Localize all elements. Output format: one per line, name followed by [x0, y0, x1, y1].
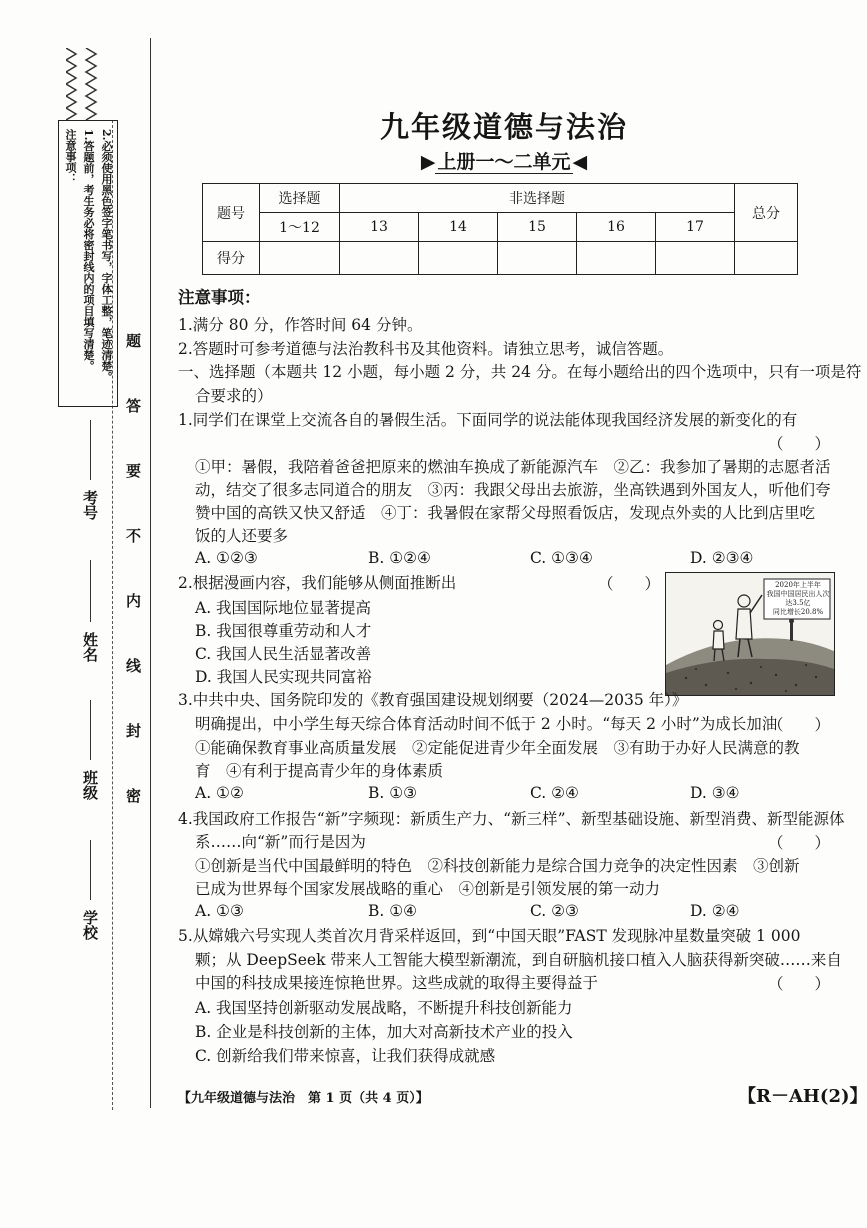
q3-option-d[interactable]: D. ③④ — [690, 784, 740, 802]
score-input-q17[interactable] — [656, 242, 735, 275]
field-line-school[interactable] — [90, 840, 91, 900]
seal-char-1: 题 — [126, 332, 142, 350]
q1-option-a[interactable]: A. ①②③ — [195, 549, 258, 567]
label-class: 班级 — [81, 770, 99, 800]
cartoon-caption-line-3: 达3.5亿 — [785, 599, 811, 607]
score-input-choice[interactable] — [260, 242, 340, 275]
cartoon-caption-line-1: 2020年上半年 — [775, 581, 821, 589]
q3-body-1: ①能确保教育事业高质量发展 ②定能促进青少年全面发展 ③有助于办好人民满意的教 — [195, 739, 800, 757]
seal-char-4: 不 — [126, 527, 142, 545]
q2-answer-paren[interactable]: （ ） — [598, 575, 661, 593]
q4-answer-paren[interactable]: （ ） — [768, 834, 831, 852]
q4-body-1: ①创新是当代中国最鲜明的特色 ②科技创新能力是综合国力竞争的决定性因素 ③创新 — [195, 857, 800, 875]
cell-q16: 16 — [577, 213, 656, 242]
q5-stem-3: 中国的科技成果接连惊艳世界。这些成就的取得主要得益于 — [195, 974, 599, 992]
footer-page-info: 【九年级道德与法治 第 1 页（共 4 页）】 — [178, 1091, 429, 1106]
page-subtitle — [0, 147, 867, 174]
field-line-class[interactable] — [90, 700, 91, 760]
seal-char-3: 要 — [126, 462, 142, 480]
subtitle-text: 上册一～二单元 — [437, 151, 571, 173]
arrow-left-icon: ◀ — [572, 151, 588, 173]
q2-stem: 2.根据漫画内容，我们能够从侧面推断出 — [178, 574, 457, 592]
seal-char-2: 答 — [126, 397, 142, 415]
q1-stem: 1.同学们在课堂上交流各自的暑假生活。下面同学的说法能体现我国经济发展的新变化的有 — [178, 411, 798, 429]
section1-line2: 合要求的） — [195, 387, 273, 405]
q1-body-1: ①甲：暑假，我陪着爸爸把原来的燃油车换成了新能源汽车 ②乙：我参加了暑期的志愿者活 — [195, 458, 831, 476]
cell-q14: 14 — [419, 213, 498, 242]
score-input-q16[interactable] — [577, 242, 656, 275]
notes-item-2: 2.答题时可参考道德与法治教科书及其他资料。请独立思考，诚信答题。 — [178, 340, 674, 358]
q3-body-2: 育 ④有利于提高青少年的身体素质 — [195, 762, 444, 780]
score-input-q15[interactable] — [498, 242, 577, 275]
cell-total-label: 总分 — [735, 184, 798, 242]
score-input-q13[interactable] — [340, 242, 419, 275]
q3-option-a[interactable]: A. ①② — [195, 784, 244, 802]
q4-body-2: 已成为世界每个国家发展战略的重心 ④创新是引领发展的第一动力 — [195, 880, 661, 898]
notes-heading: 注意事项： — [178, 288, 261, 307]
label-name: 姓名 — [81, 632, 99, 662]
notice-box-item-2: 2.必须使用黑色签字笔书写，字体工整，笔迹清楚。 — [100, 129, 113, 383]
q1-answer-paren[interactable]: （ ） — [768, 435, 831, 453]
seal-char-7: 封 — [126, 722, 142, 740]
q3-answer-paren[interactable]: （ ） — [768, 716, 831, 734]
cartoon-caption — [766, 581, 830, 617]
q4-stem-1: 4.我国政府工作报告“新”字频现：新质生产力、“新三样”、新型基础设施、新型消费、新型能源体 — [178, 810, 845, 828]
q3-stem-2: 明确提出，中小学生每天综合体育活动时间不低于 2 小时。“每天 2 小时”为成长加油 — [195, 715, 778, 733]
cell-nonchoice-label: 非选择题 — [340, 184, 735, 213]
cell-choice-range: 1～12 — [260, 213, 340, 242]
q5-answer-paren[interactable]: （ ） — [768, 975, 831, 993]
q1-body-4: 饭的人还要多 — [195, 527, 289, 545]
seal-char-6: 线 — [126, 657, 142, 675]
q1-body-3: 赞中国的高铁又快又舒适 ④丁：我暑假在家帮父母照看饭店，发现点外卖的人比到店里吃 — [195, 504, 816, 522]
footer-code: 【R－AH(2)】 — [738, 1086, 867, 1107]
cell-q13: 13 — [340, 213, 419, 242]
score-input-total[interactable] — [735, 242, 798, 275]
q5-option-b[interactable]: B. 企业是科技创新的主体，加大对高新技术产业的投入 — [195, 1023, 573, 1041]
q1-option-b[interactable]: B. ①②④ — [368, 549, 431, 567]
q2-option-b[interactable]: B. 我国很尊重劳动和人才 — [195, 622, 372, 640]
q5-stem-1: 5.从嫦娥六号实现人类首次月背采样返回，到“中国天眼”FAST 发现脉冲星数量突破 1 000 — [178, 927, 801, 945]
seal-char-8: 密 — [126, 787, 142, 805]
seal-char-5: 内 — [126, 592, 142, 610]
cell-q17: 17 — [656, 213, 735, 242]
field-line-name[interactable] — [90, 560, 91, 622]
q4-option-d[interactable]: D. ②④ — [690, 902, 740, 920]
cell-q15: 15 — [498, 213, 577, 242]
cartoon-caption-line-4: 同比增长20.8% — [772, 608, 824, 616]
label-school: 学校 — [81, 910, 99, 940]
q5-option-a[interactable]: A. 我国坚持创新驱动发展战略，不断提升科技创新能力 — [195, 999, 573, 1017]
arrow-right-icon: ▶ — [420, 151, 436, 173]
cell-tihao: 题号 — [203, 184, 260, 242]
score-table — [202, 183, 798, 275]
cell-choice-label: 选择题 — [260, 184, 340, 213]
label-exam-number: 考号 — [81, 490, 99, 520]
q1-option-c[interactable]: C. ①③④ — [530, 549, 593, 567]
q4-option-b[interactable]: B. ①④ — [368, 902, 418, 920]
q1-option-d[interactable]: D. ②③④ — [690, 549, 754, 567]
page-title: 九年级道德与法治 — [379, 110, 628, 144]
binding-line-outer — [150, 38, 151, 1108]
q2-option-c[interactable]: C. 我国人民生活显著改善 — [195, 645, 372, 663]
q3-option-c[interactable]: C. ②④ — [530, 784, 579, 802]
notice-box-title: 注意事项： — [64, 129, 77, 184]
cartoon-caption-line-2: 我国中国居民出人次 — [766, 590, 830, 598]
field-line-exam-number[interactable] — [90, 420, 91, 480]
notes-item-1: 1.满分 80 分，作答时间 64 分钟。 — [178, 316, 423, 334]
q5-stem-2: 颗；从 DeepSeek 带来人工智能大模型新潮流，到自研脑机接口植入人脑获得新突破……来自 — [195, 951, 842, 969]
score-input-q14[interactable] — [419, 242, 498, 275]
q2-option-d[interactable]: D. 我国人民实现共同富裕 — [195, 668, 372, 686]
q5-option-c[interactable]: C. 创新给我们带来惊喜，让我们获得成就感 — [195, 1047, 496, 1065]
section1-line1: 一、选择题（本题共 12 小题，每小题 2 分，共 24 分。在每小题给出的四个选项中，只有一项是符 — [178, 363, 862, 381]
cell-defen: 得分 — [203, 242, 260, 275]
q2-cartoon — [665, 572, 835, 696]
q3-stem-1: 3.中共中央、国务院印发的《教育强国建设规划纲要（2024—2035 年）》 — [178, 691, 688, 709]
q4-stem-2: 系……向“新”而行是因为 — [195, 833, 366, 851]
q4-option-c[interactable]: C. ②③ — [530, 902, 579, 920]
q1-body-2: 动，结交了很多志同道合的朋友 ③丙：我跟父母出去旅游，坐高铁遇到外国友人，听他们夸 — [195, 481, 831, 499]
q2-option-a[interactable]: A. 我国国际地位显著提高 — [195, 599, 372, 617]
notice-box-item-1: 1.答题前，考生务必将密封线内的项目填写清楚。 — [82, 129, 95, 372]
q4-option-a[interactable]: A. ①③ — [195, 902, 244, 920]
q3-option-b[interactable]: B. ①③ — [368, 784, 418, 802]
